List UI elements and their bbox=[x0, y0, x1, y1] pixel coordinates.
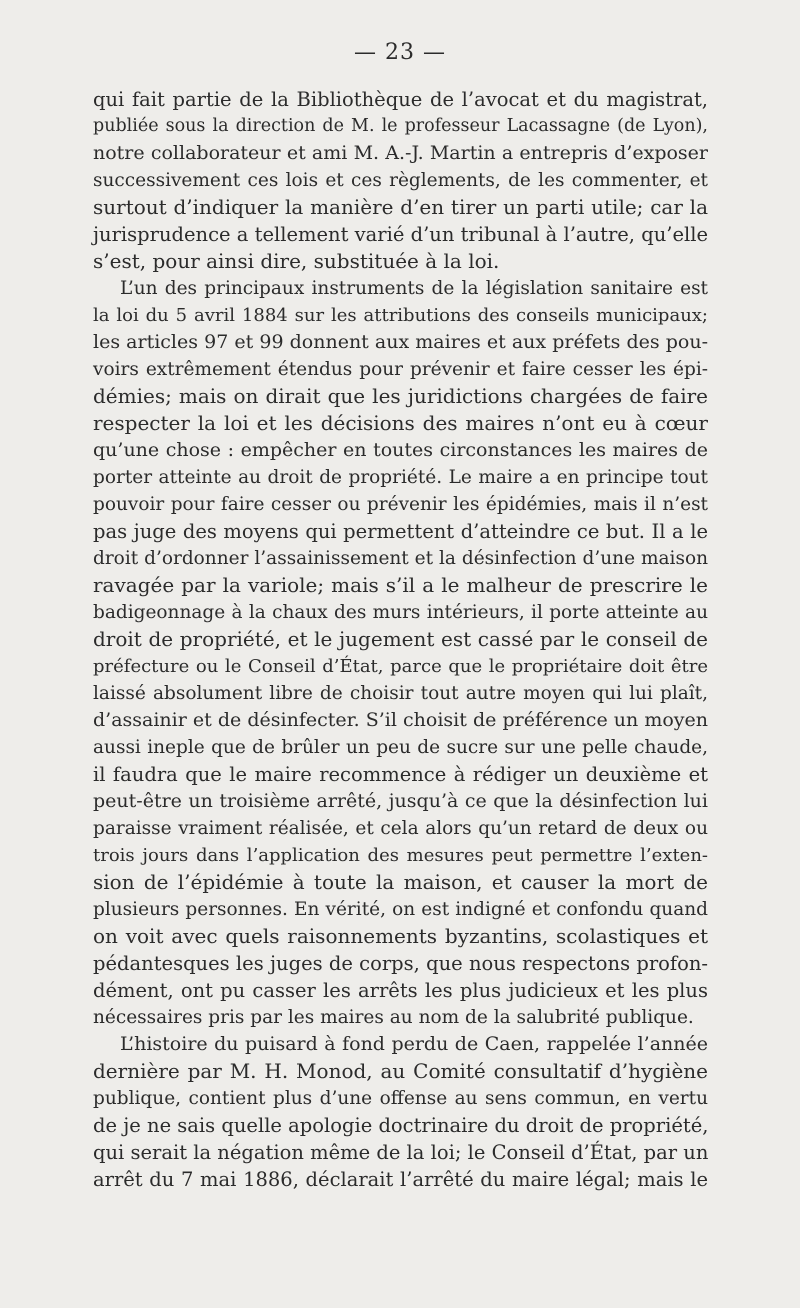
text-line: peut-être un troisième arrêté, jusqu’à ce que la désinfection lui bbox=[93, 790, 708, 812]
text-line: arrêt du 7 mai 1886, déclarait l’arrêté du maire légal; mais le bbox=[93, 1168, 708, 1191]
text-line: paraisse vraiment réalisée, et cela alors qu’un retard de deux ou bbox=[93, 818, 708, 839]
text-line: aussi ineple que de brûler un peu de sucre sur une pelle chaude, bbox=[93, 737, 708, 758]
text-line: jurisprudence a tellement varié d’un tribunal à l’autre, qu’elle bbox=[93, 223, 708, 246]
text-line: surtout d’indiquer la manière d’en tirer un parti utile; car la bbox=[93, 195, 708, 219]
text-line: la loi du 5 avril 1884 sur les attributions des conseils municipaux; bbox=[93, 305, 708, 326]
text-line: publiée sous la direction de M. le professeur Lacassagne (de Lyon), bbox=[93, 116, 708, 136]
text-line: pédantesques les juges de corps, que nous respectons profon- bbox=[93, 952, 708, 975]
text-line: plusieurs personnes. En vérité, on est indigné et confondu quand bbox=[93, 899, 708, 920]
paragraph bbox=[93, 275, 708, 1031]
text-line: pouvoir pour faire cesser ou prévenir les épidémies, mais il n’est bbox=[93, 494, 708, 515]
text-line: successivement ces lois et ces règlements, de les commenter, et bbox=[93, 170, 708, 191]
text-line: pas juge des moyens qui permettent d’atteindre ce but. Il a le bbox=[93, 520, 708, 543]
text-line: qui serait la négation même de la loi; le Conseil d’État, par un bbox=[93, 1141, 709, 1164]
text-line: qu’une chose : empêcher en toutes circonstances les maires de bbox=[93, 439, 708, 461]
text-line: badigeonnage à la chaux des murs intérieurs, il porte atteinte au bbox=[93, 602, 708, 623]
text-line: qui fait partie de la Bibliothèque de l’avocat et du magistrat, bbox=[93, 88, 708, 111]
text-line: trois jours dans l’application des mesures peut permettre l’exten- bbox=[93, 845, 708, 866]
text-line: porter atteinte au droit de propriété. Le maire a en principe tout bbox=[93, 467, 708, 488]
text-line: L’histoire du puisard à fond perdu de Caen, rappelée l’année bbox=[120, 1033, 708, 1055]
text-line: dément, ont pu casser les arrêts les plus judicieux et les plus bbox=[93, 979, 708, 1002]
text-line: sion de l’épidémie à toute la maison, et causer la mort de bbox=[93, 870, 708, 894]
text-line: d’assainir et de désinfecter. S’il choisit de préférence un moyen bbox=[93, 709, 708, 731]
text-line: respecter la loi et les décisions des maires n’ont eu à cœur bbox=[93, 411, 708, 435]
text-line: les articles 97 et 99 donnent aux maires et aux préfets des pou- bbox=[93, 331, 708, 353]
text-line: nécessaires pris par les maires au nom de la salubrité publique. bbox=[93, 1007, 694, 1028]
text-line: de je ne sais quelle apologie doctrinaire du droit de propriété, bbox=[93, 1114, 709, 1137]
text-line: préfecture ou le Conseil d’État, parce que le propriétaire doit être bbox=[93, 656, 708, 677]
paragraph bbox=[93, 86, 708, 275]
text-line: L’un des principaux instruments de la législation sanitaire est bbox=[120, 278, 708, 299]
text-line: notre collaborateur et ami M. A.-J. Martin a entrepris d’exposer bbox=[93, 142, 708, 164]
text-line: ravagée par la variole; mais s’il a le malheur de prescrire le bbox=[93, 573, 708, 597]
text-line: droit de propriété, et le jugement est cassé par le conseil de bbox=[93, 627, 708, 651]
body-text bbox=[93, 86, 708, 1193]
text-line: laissé absolument libre de choisir tout autre moyen qui lui plaît, bbox=[93, 683, 708, 704]
text-line: voirs extrêmement étendus pour prévenir et faire cesser les épi- bbox=[93, 359, 708, 380]
text-line: on voit avec quels raisonnements byzantins, scolastiques et bbox=[93, 924, 708, 948]
page-number: — 23 — bbox=[354, 40, 446, 65]
text-line: dernière par M. H. Monod, au Comité consultatif d’hygiène bbox=[93, 1059, 708, 1083]
text-line: il faudra que le maire recommence à rédiger un deuxième et bbox=[93, 763, 708, 786]
paragraph bbox=[93, 1031, 708, 1193]
text-line: démies; mais on dirait que les juridictions chargées de faire bbox=[93, 384, 708, 408]
text-line: droit d’ordonner l’assainissement et la désinfection d’une maison bbox=[93, 548, 708, 569]
text-line: publique, contient plus d’une offense au sens commun, en vertu bbox=[93, 1088, 708, 1109]
text-line: s’est, pour ainsi dire, substituée à la loi. bbox=[93, 249, 500, 273]
